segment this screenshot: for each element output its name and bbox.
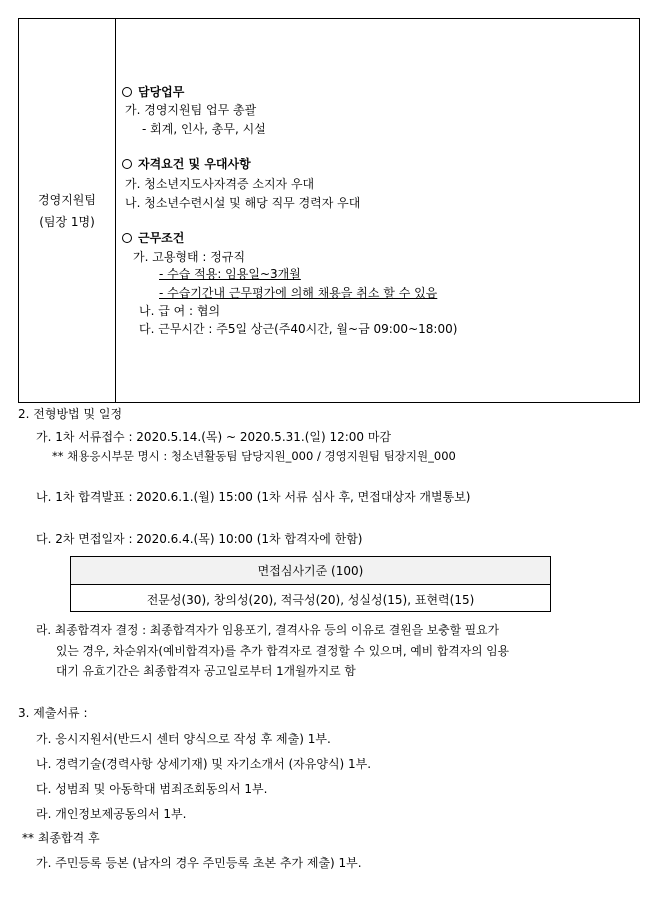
qualifications-heading xyxy=(122,155,251,172)
section3-item-1: 가. 응시지원서(반드시 센터 양식으로 작성 후 제출) 1부. xyxy=(36,732,331,746)
criteria-header xyxy=(71,557,550,585)
section3-final-note: ** 최종합격 후 xyxy=(22,831,100,845)
conditions-title: 근무조건 xyxy=(138,231,185,245)
qualifications-line-1: 가. 청소년지도사자격증 소지자 우대 xyxy=(125,177,315,191)
section2-item-a-note: ** 채용응시부문 명시 : 청소년활동팀 담당지원_000 / 경영지원팀 팀장지원_000 xyxy=(52,449,456,463)
section2-item-d-line-1: 라. 최종합격자 결정 : 최종합격자가 임용포기, 결격사유 등의 이유로 결원을 보충할 필요가 xyxy=(36,623,499,637)
duties-line-2: - 회계, 인사, 총무, 시설 xyxy=(142,122,266,136)
section2-item-b: 나. 1차 합격발표 : 2020.6.1.(월) 15:00 (1차 서류 심사 후, 면접대상자 개별통보) xyxy=(36,490,471,504)
section2-item-a: 가. 1차 서류접수 : 2020.5.14.(목) ~ 2020.5.31.(일) 12:00 마감 xyxy=(36,430,392,444)
criteria-body xyxy=(71,585,550,613)
criteria-body-text: 전문성(30), 창의성(20), 적극성(20), 성실성(15), 표현력(15) xyxy=(146,592,475,607)
conditions-line-4: 나. 급 여 : 협의 xyxy=(139,304,221,318)
duties-title: 담당업무 xyxy=(138,85,185,99)
circle-bullet-icon xyxy=(122,159,132,169)
section3-item-4: 라. 개인정보제공동의서 1부. xyxy=(36,807,187,821)
section2-item-d-line-2: 있는 경우, 차순위자(예비합격자)를 추가 합격자로 결정할 수 있으며, 예비 합격자의 임용 xyxy=(56,644,510,658)
conditions-heading xyxy=(122,229,184,246)
section3-title: 3. 제출서류 : xyxy=(18,706,88,720)
conditions-line-5: 다. 근무시간 : 주5일 상근(주40시간, 월~금 09:00~18:00) xyxy=(139,322,458,336)
section2-item-d-line-3: 대기 유효기간은 최종합격자 공고일로부터 1개월까지로 함 xyxy=(56,664,356,678)
duties-heading xyxy=(122,83,184,100)
interview-criteria-table xyxy=(70,556,551,612)
job-description-table xyxy=(18,18,640,403)
conditions-line-1: 가. 고용형태 : 정규직 xyxy=(133,250,246,264)
table-divider xyxy=(115,19,116,402)
section2-item-c: 다. 2차 면접일자 : 2020.6.4.(목) 10:00 (1차 합격자에 한함) xyxy=(36,532,363,546)
circle-bullet-icon xyxy=(122,87,132,97)
criteria-header-text: 면접심사기준 (100) xyxy=(257,564,364,578)
department-headcount: (팀장 1명) xyxy=(39,214,95,229)
section2-title: 2. 전형방법 및 일정 xyxy=(18,407,123,421)
circle-bullet-icon xyxy=(122,233,132,243)
qualifications-title: 자격요건 및 우대사항 xyxy=(138,157,251,171)
department-name: 경영지원팀 xyxy=(38,192,96,207)
qualifications-line-2: 나. 청소년수련시설 및 해당 직무 경력자 우대 xyxy=(125,196,361,210)
duties-line-1: 가. 경영지원팀 업무 총괄 xyxy=(125,103,257,117)
department-cell xyxy=(19,19,115,402)
section3-item-3: 다. 성범죄 및 아동학대 범죄조회동의서 1부. xyxy=(36,782,268,796)
section3-item-2: 나. 경력기술(경력사항 상세기재) 및 자기소개서 (자유양식) 1부. xyxy=(36,757,372,771)
section3-final-item: 가. 주민등록 등본 (남자의 경우 주민등록 초본 추가 제출) 1부. xyxy=(36,856,362,870)
conditions-line-2: - 수습 적용: 임용일~3개월 xyxy=(159,267,301,281)
conditions-line-3: - 수습기간내 근무평가에 의해 채용을 취소 할 수 있음 xyxy=(159,286,438,300)
